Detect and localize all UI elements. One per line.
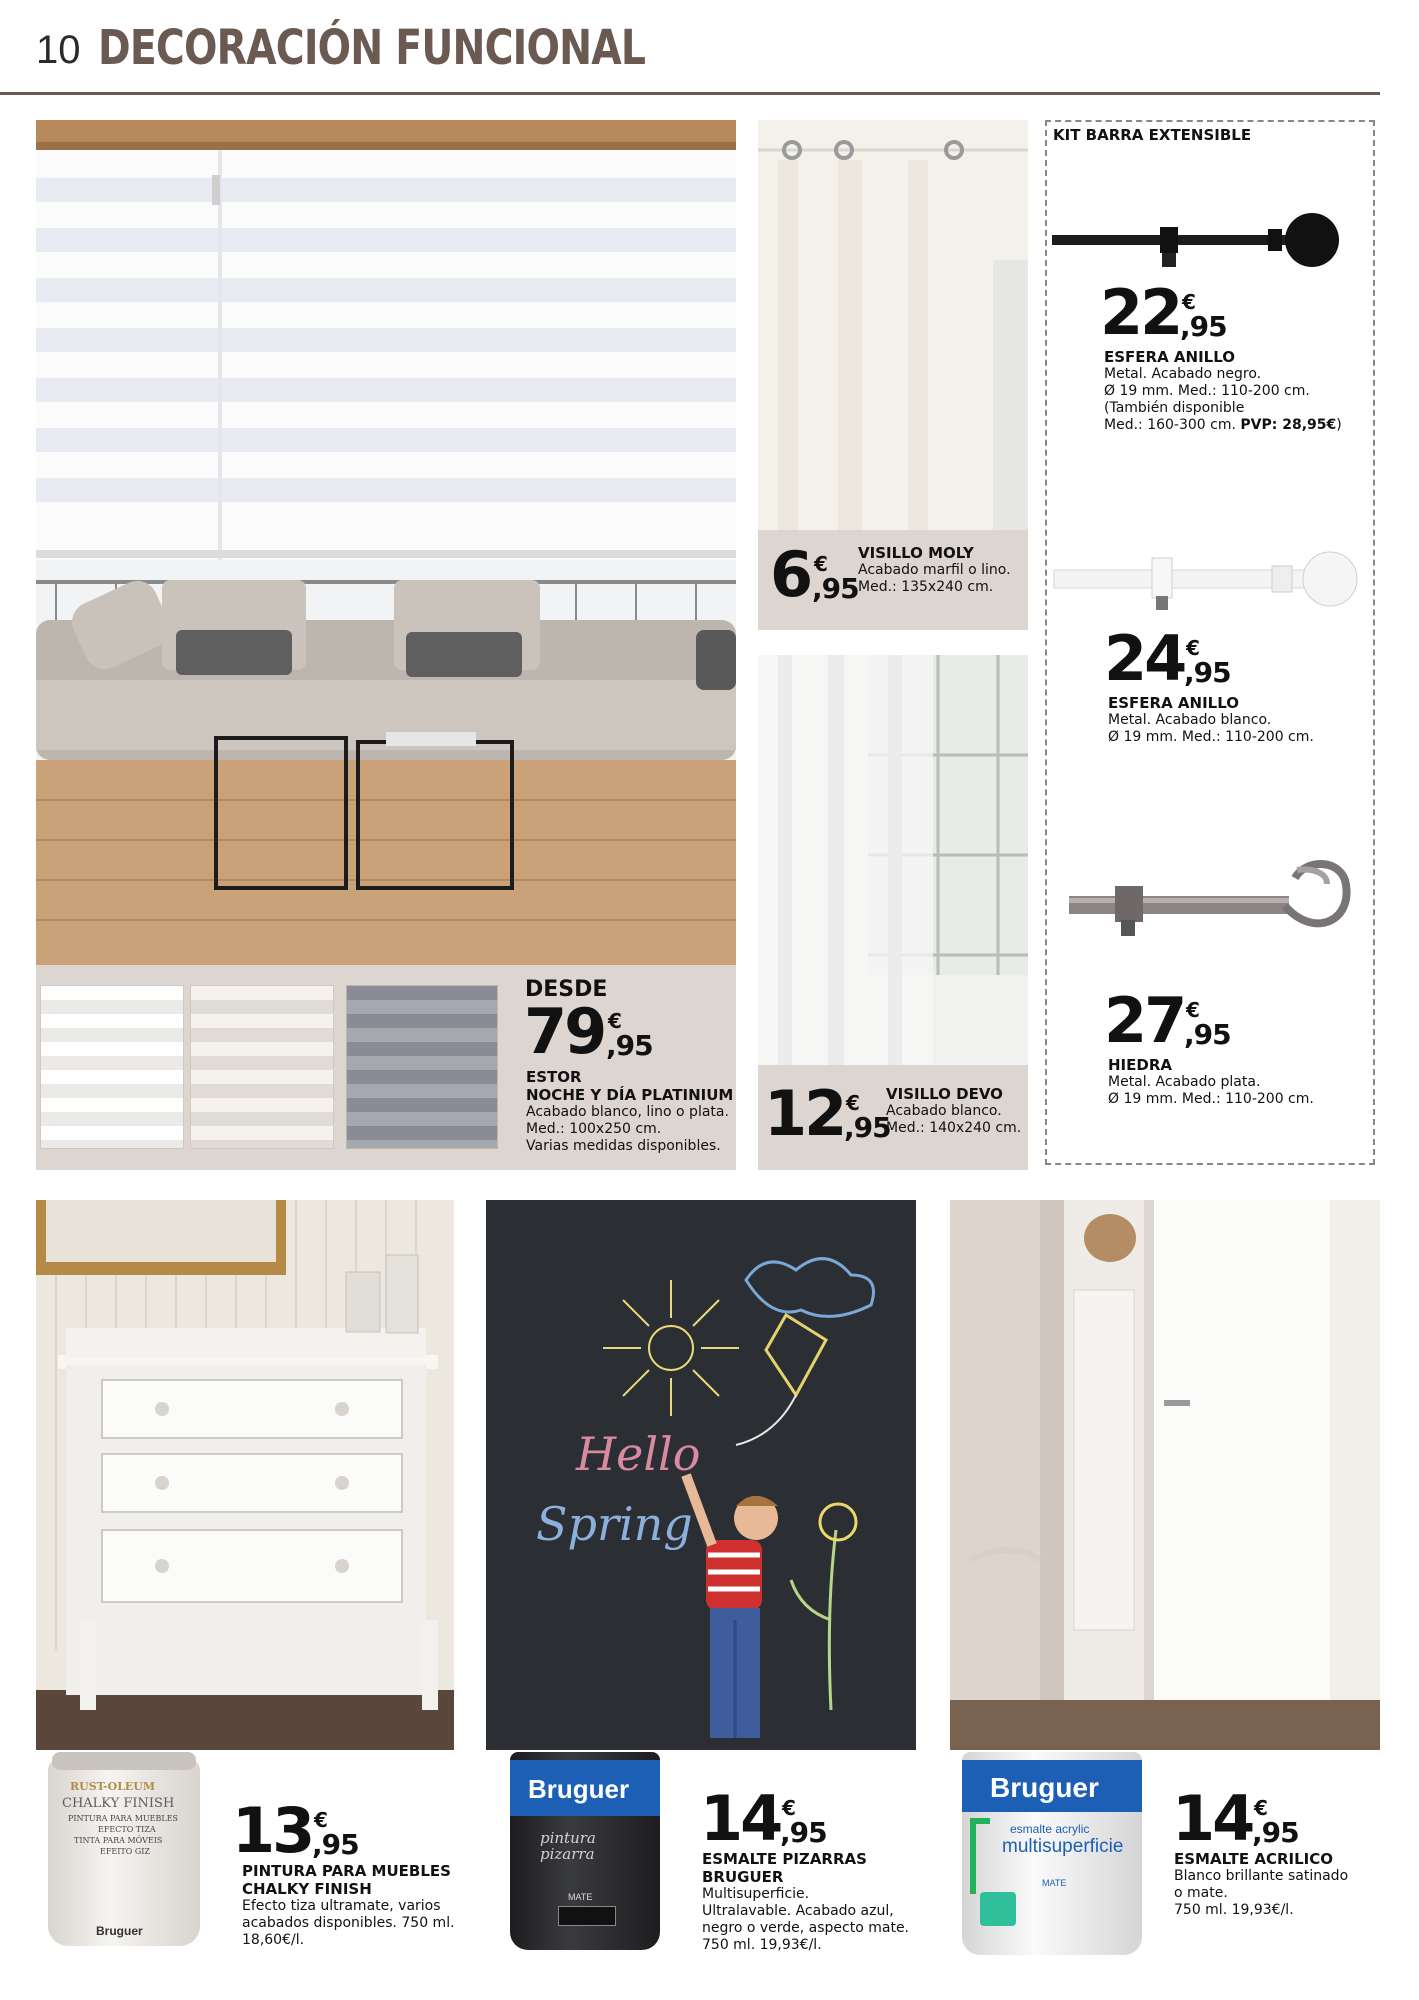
kit1-desc-1: Metal. Acabado negro. [1104, 366, 1262, 382]
pizarras-price [700, 1782, 827, 1855]
moly-price-int: 6 [770, 538, 811, 611]
chalky-can-line1: CHALKY FINISH [62, 1796, 175, 1811]
white-dresser-illustration [36, 1200, 454, 1750]
acrilico-line1: esmalte acrylic [1010, 1822, 1090, 1836]
acrilico-price-dec: ,95 [1252, 1816, 1299, 1849]
kit1-title: ESFERA ANILLO [1104, 348, 1236, 366]
estor-photo [36, 120, 736, 965]
chalky-desc-3: 18,60€/l. [242, 1932, 305, 1948]
chalky-brand-bottom: Bruguer [96, 1924, 143, 1938]
chalky-can-line3: EFECTO TIZA [98, 1825, 156, 1834]
acrilico-line2: multisuperficie [1002, 1836, 1124, 1857]
estor-price-int: 79 [524, 995, 605, 1068]
door-photo [950, 1200, 1380, 1750]
pizarras-price-dec: ,95 [780, 1816, 827, 1849]
acrilico-desc-3: 750 ml. 19,93€/l. [1174, 1902, 1294, 1918]
acrilico-price-int: 14 [1172, 1782, 1253, 1855]
living-room-illustration [36, 120, 736, 965]
kit3-title: HIEDRA [1108, 1056, 1172, 1074]
pizarras-title-1: ESMALTE PIZARRAS [702, 1850, 867, 1868]
acrilico-desc-1: Blanco brillante satinado [1174, 1868, 1349, 1884]
chalky-can [48, 1752, 200, 1948]
chalky-can-line5: EFEITO GIZ [100, 1847, 150, 1856]
moly-title: VISILLO MOLY [858, 544, 974, 562]
dresser-photo [36, 1200, 454, 1750]
chalky-desc-2: acabados disponibles. 750 ml. [242, 1915, 455, 1931]
kit2-price-currency: € [1186, 636, 1200, 660]
white-curtain-rod-icon [1052, 548, 1362, 618]
pizarras-desc-3: negro o verde, aspecto mate. [702, 1920, 910, 1936]
pizarras-brand: Bruguer [528, 1774, 630, 1804]
chalkboard-photo [486, 1200, 916, 1750]
moly-price-currency: € [814, 552, 828, 576]
kit2-desc-1: Metal. Acabado blanco. [1108, 712, 1272, 728]
chalky-can-line4: TINTA PARA MÓVEIS [74, 1836, 163, 1845]
chalkboard-drawing-illustration [486, 1200, 916, 1750]
pizarras-swatch [558, 1906, 616, 1926]
black-curtain-rod-icon [1050, 205, 1350, 275]
kit1-desc-3: (También disponible [1104, 400, 1245, 416]
kit2-title: ESFERA ANILLO [1108, 694, 1240, 712]
swatch-white [40, 985, 184, 1149]
visillo-devo-photo [758, 655, 1028, 1065]
moly-desc-2: Med.: 135x240 cm. [858, 579, 994, 595]
kit-label: KIT BARRA EXTENSIBLE [1053, 126, 1252, 144]
visillo-devo-panel [758, 1065, 1028, 1170]
acrilico-price-currency: € [1254, 1796, 1268, 1820]
acrilico-desc-2: o mate. [1174, 1885, 1228, 1901]
kit3-price-dec: ,95 [1184, 1018, 1231, 1051]
chair-icon [980, 1892, 1016, 1926]
chalky-price-currency: € [314, 1808, 328, 1832]
estor-price-dec: ,95 [606, 1029, 653, 1062]
chalky-price [232, 1794, 359, 1867]
devo-price [764, 1077, 891, 1150]
devo-desc-2: Med.: 140x240 cm. [886, 1120, 1022, 1136]
visillo-moly-panel [758, 530, 1028, 630]
estor-price [524, 995, 653, 1068]
estor-desc-1: Acabado blanco, lino o plata. [526, 1104, 729, 1120]
kit3-desc-1: Metal. Acabado plata. [1108, 1074, 1261, 1090]
chalky-can-lid [52, 1752, 196, 1770]
chalky-can-line2: PINTURA PARA MUEBLES [68, 1814, 179, 1823]
estor-title-2: NOCHE Y DÍA PLATINIUM [526, 1086, 734, 1104]
moly-price [770, 538, 860, 611]
kit3-price-currency: € [1186, 998, 1200, 1022]
pizarras-can [510, 1752, 660, 1952]
moly-price-dec: ,95 [812, 572, 859, 605]
chalky-price-dec: ,95 [312, 1828, 359, 1861]
acrilico-price [1172, 1782, 1299, 1855]
kit2-price-dec: ,95 [1184, 656, 1231, 689]
acrilico-tag: MATE [1042, 1878, 1067, 1888]
kit1-desc-4 [1104, 417, 1342, 434]
header-rule [0, 92, 1380, 95]
estor-desde-label: DESDE [525, 977, 608, 1002]
swatch-linen [190, 985, 334, 1149]
kit2-desc-2: Ø 19 mm. Med.: 110-200 cm. [1108, 729, 1314, 745]
kit2-price [1104, 622, 1231, 695]
devo-title: VISILLO DEVO [886, 1085, 1003, 1103]
page-title: DECORACIÓN FUNCIONAL [98, 20, 646, 76]
window-curtain-illustration [758, 655, 1028, 1065]
kit1-price-dec: ,95 [1180, 310, 1227, 343]
kit1-pvp-close: ) [1336, 417, 1342, 433]
devo-price-int: 12 [764, 1077, 845, 1150]
estor-desc-3: Varias medidas disponibles. [526, 1138, 721, 1154]
moly-desc-1: Acabado marfil o lino. [858, 562, 1011, 578]
pizarras-desc-1: Multisuperficie. [702, 1886, 810, 1902]
pizarras-price-currency: € [782, 1796, 796, 1820]
acrilico-title: ESMALTE ACRILICO [1174, 1850, 1334, 1868]
acrilico-brand: Bruguer [990, 1772, 1099, 1803]
pizarras-desc-2: Ultralavable. Acabado azul, [702, 1903, 894, 1919]
pizarras-title-2: BRUGUER [702, 1868, 784, 1886]
kit1-price-int: 22 [1100, 276, 1181, 349]
kit2-price-int: 24 [1104, 622, 1185, 695]
devo-price-currency: € [846, 1091, 860, 1115]
chalky-brand-top: RUST-OLEUM [70, 1780, 156, 1793]
pizarras-price-int: 14 [700, 1782, 781, 1855]
devo-price-dec: ,95 [844, 1111, 891, 1144]
kit3-desc-2: Ø 19 mm. Med.: 110-200 cm. [1108, 1091, 1314, 1107]
kit1-pvp: PVP: 28,95€ [1240, 417, 1337, 433]
kit3-price [1104, 984, 1231, 1057]
kit1-price-currency: € [1182, 290, 1196, 314]
acrilico-can [962, 1752, 1142, 1957]
chalkboard-text-spring: Spring [536, 1497, 693, 1551]
estor-title-1: ESTOR [526, 1068, 582, 1086]
visillo-moly-photo [758, 120, 1028, 530]
sheer-curtain-illustration [758, 120, 1028, 530]
chalky-title-1: PINTURA PARA MUEBLES [242, 1862, 451, 1880]
page-number: 10 [36, 28, 81, 72]
white-door-illustration [950, 1200, 1380, 1750]
devo-desc-1: Acabado blanco. [886, 1103, 1002, 1119]
green-bracket-icon [970, 1818, 990, 1894]
kit1-desc-4-text: Med.: 160-300 cm. [1104, 417, 1241, 433]
kit3-price-int: 27 [1104, 984, 1185, 1057]
pizarras-tag: MATE [568, 1892, 593, 1902]
chalky-title-2: CHALKY FINISH [242, 1880, 372, 1898]
estor-desc-2: Med.: 100x250 cm. [526, 1121, 662, 1137]
estor-panel [36, 965, 736, 1170]
kit1-desc-2: Ø 19 mm. Med.: 110-200 cm. [1104, 383, 1310, 399]
chalky-desc-1: Efecto tiza ultramate, varios [242, 1898, 441, 1914]
pizarras-script: pintura pizarra [540, 1829, 596, 1863]
estor-price-currency: € [608, 1009, 622, 1033]
pizarras-desc-4: 750 ml. 19,93€/l. [702, 1937, 822, 1953]
swatch-silver [346, 985, 498, 1149]
silver-curtain-rod-icon [1065, 850, 1365, 960]
kit1-price [1100, 276, 1227, 349]
chalkboard-text-hello: Hello [576, 1427, 701, 1481]
chalky-price-int: 13 [232, 1794, 313, 1867]
